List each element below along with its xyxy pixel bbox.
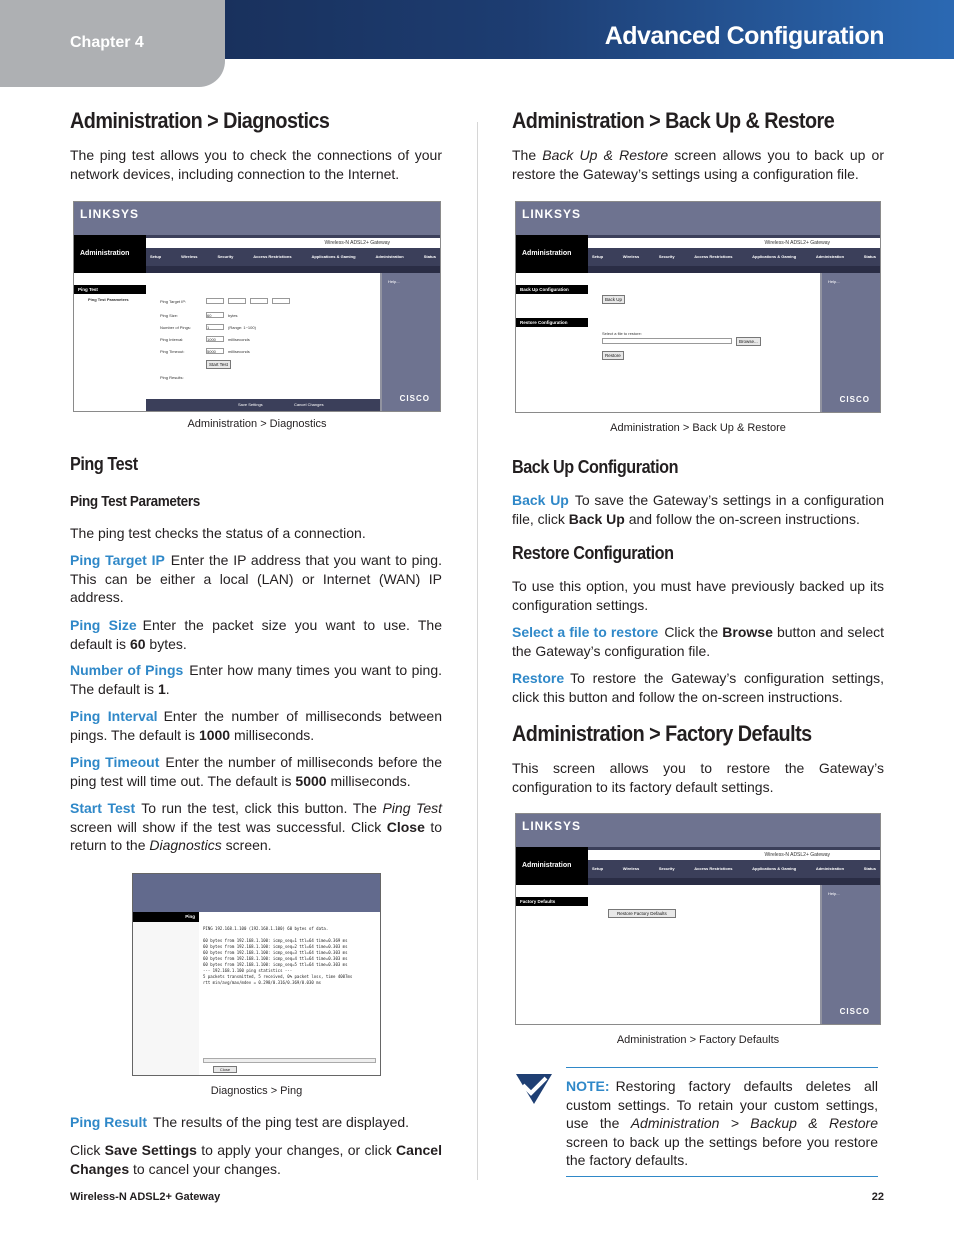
field-unit: milliseconds [228,337,250,342]
ip-box [206,298,224,304]
field-unit: (Range: 1~100) [228,325,256,330]
factory-heading: Administration > Factory Defaults [512,721,812,746]
ping-interval-desc: Ping Interval Enter the number of milliseconds between pings. The default is 1000 milliseconds. [70,708,442,743]
cancel-changes-button[interactable]: Cancel Changes [294,402,324,407]
start-test-desc: Start Test To run the test, click this button. The Ping Test screen will show if the test was successful. Click Close to return to the Diagnostics screen. [70,800,442,853]
file-input[interactable] [602,338,732,344]
side-subheading: Ping Test Parameters [88,297,129,302]
ping-screenshot [132,873,381,1076]
side-heading: Back Up Configuration [516,285,588,294]
field-value: 5000 [206,348,224,354]
help-link: Help... [828,279,840,284]
router-tab: Administration [815,866,845,871]
select-file-label: Select a file to restore: [602,331,642,336]
ping-size-desc: Ping Size Enter the packet size you want to use. The default is 60 bytes. [70,617,443,652]
browse-button[interactable]: Browse... [736,337,761,346]
backup-conf-heading: Back Up Configuration [512,457,679,477]
router-model: Wireless-N ADSL2+ Gateway [764,240,830,246]
router-nav-label: Administration [516,847,588,885]
ping-test-heading: Ping Test [70,454,138,474]
field-unit: bytes [228,313,238,318]
backup-desc: Back Up To save the Gateway’s settings in a configuration file, click Back Up and follow the on-screen instructions. [512,492,885,527]
ip-box [228,298,246,304]
factory-intro: This screen allows you to restore the Gateway’s configuration to its factory default settings. [512,760,884,795]
diagnostics-intro: The ping test allows you to check the connections of your network devices, including connection to the Internet. [70,147,442,182]
cisco-logo: CISCO [399,394,430,403]
router-nav-label: Administration [74,235,146,273]
field-label: Ping Results: [160,375,184,380]
backup-button[interactable]: Back Up [602,295,625,304]
field-value: 1 [206,324,224,330]
side-heading: Restore Configuration [516,318,588,327]
ping-result-desc: Ping Result The results of the ping test are displayed. [70,1114,410,1130]
backup-caption: Administration > Back Up & Restore [610,422,786,434]
router-tab: Applications & Gaming [311,254,356,259]
linksys-logo: LINKSYS [522,207,582,221]
restore-conf-heading: Restore Configuration [512,543,674,563]
router-tab: Setup [592,866,604,871]
router-tab: Setup [592,254,604,259]
router-tab: Administration [375,254,404,259]
section-title: Advanced Configuration [604,22,884,50]
side-heading: Ping Test [74,285,146,294]
chapter-label: Chapter 4 [70,34,144,51]
side-heading: Factory Defaults [516,897,588,906]
ping-timeout-desc: Ping Timeout Enter the number of milliseconds before the ping test will time out. The default is 5000 milliseconds. [70,754,443,789]
restore-intro: To use this option, you must have previously backed up its configuration settings. [512,578,884,613]
router-tab: Wireless [181,254,198,259]
help-link: Help... [388,279,400,284]
router-nav-label: Administration [516,235,588,273]
ping-params-intro: The ping test checks the status of a connection. [70,525,366,541]
ping-output: PING 192.168.1.100 (192.168.1.100) 60 bytes of data. 60 bytes from 192.168.1.100: icmp_seq=1 ttl=64 time=0.369 ms 60 bytes from 192.168.1.100: icmp_seq=2 ttl=64 time=0.303 ms 60 bytes from 192.168.1.100: icmp_seq=3 ttl=64 time=0.303 ms 60 bytes from 192.168.1.100: icmp_seq=4 ttl=64 time=0.303 ms 60 bytes from 192.168.1.100: icmp_seq=5 ttl=64 time=0.303 ms --- 192.168.1.100 ping statistics --- 5 packets transmitted, 5 received, 0% packet loss, time 4007ms rtt min/avg/max/mdev = 0.298/0.316/0.369/0.030 ms [203,926,353,985]
column-divider [477,122,478,1180]
checkmark-icon [512,1070,556,1108]
router-tab: Applications & Gaming [752,866,797,871]
field-value: 1000 [206,336,224,342]
router-tab: Status [863,254,876,259]
router-tab: Status [863,866,876,871]
factory-caption: Administration > Factory Defaults [616,1034,780,1046]
router-model: Wireless-N ADSL2+ Gateway [324,240,390,246]
router-tab: Wireless [622,866,640,871]
close-button[interactable]: Close [213,1066,237,1073]
router-tab: Security [217,254,234,259]
linksys-logo: LINKSYS [80,207,140,221]
router-tab: Access Restrictions [694,254,733,259]
start-test-button[interactable]: Start Test [206,360,231,369]
diagnostics-screenshot [73,201,441,412]
field-label: Ping Timeout: [160,349,185,354]
note-bottom-rule [566,1176,878,1177]
select-file-desc: Select a file to restore Click the Browse button and select the Gateway’s configuration file. [512,624,884,659]
help-link: Help... [828,891,840,896]
field-label: Ping Size: [160,313,179,318]
factory-screenshot [515,813,881,1025]
backup-screenshot [515,201,881,413]
field-label: Ping Interval: [160,337,184,342]
field-label: Number of Pings: [160,325,191,330]
router-tabs [592,866,876,878]
router-tab: Setup [150,254,162,259]
ip-box [250,298,268,304]
router-tab: Security [658,866,675,871]
save-settings-desc: Click Save Settings to apply your changes, or click Cancel Changes to cancel your changes. [70,1142,442,1177]
cisco-logo: CISCO [839,1007,870,1016]
save-settings-button[interactable]: Save Settings [238,402,263,407]
router-tab: Access Restrictions [253,254,292,259]
router-tab: Access Restrictions [694,866,733,871]
router-tab: Wireless [622,254,640,259]
diagnostics-caption: Administration > Diagnostics [187,418,327,430]
field-unit: milliseconds [228,349,250,354]
footer-product: Wireless-N ADSL2+ Gateway [70,1191,221,1203]
note-top-rule [566,1067,878,1068]
ping-label: Ping [133,912,199,922]
number-pings-desc: Number of Pings Enter how many times you want to ping. The default is 1. [70,662,443,697]
ping-caption: Diagnostics > Ping [210,1085,303,1097]
note-text: NOTE: Restoring factory defaults deletes all custom settings. To retain your custom settings, use the Administration > Backup & Restore screen to back up the settings before you restore the factory defaults. [566,1078,878,1168]
cisco-logo: CISCO [839,395,870,404]
backup-heading: Administration > Back Up & Restore [512,108,835,133]
backup-intro: The Back Up & Restore screen allows you to back up or restore the Gateway’s settings using a configuration file. [512,147,884,182]
router-tab: Security [658,254,675,259]
linksys-logo: LINKSYS [522,819,582,833]
router-tab: Administration [815,254,845,259]
router-model: Wireless-N ADSL2+ Gateway [764,852,830,858]
ping-target-desc: Ping Target IP Enter the IP address that you want to ping. This can be either a local (LAN) or Internet (WAN) IP address. [70,552,442,605]
field-value: 60 [206,312,224,318]
router-tab: Applications & Gaming [752,254,797,259]
restore-desc: Restore To restore the Gateway’s configuration settings, click this button and follow the on-screen instructions. [512,670,884,705]
router-tab: Status [423,254,436,259]
restore-factory-button[interactable]: Restore Factory Defaults [608,909,676,918]
router-tabs [592,254,876,266]
diagnostics-heading: Administration > Diagnostics [70,108,330,133]
horizontal-scrollbar[interactable] [203,1058,376,1063]
restore-button[interactable]: Restore [602,351,624,360]
ip-box [272,298,290,304]
router-tabs [150,254,436,266]
ping-params-heading: Ping Test Parameters [70,493,200,510]
field-label: Ping Target IP: [160,299,187,304]
page-number: 22 [871,1191,884,1203]
